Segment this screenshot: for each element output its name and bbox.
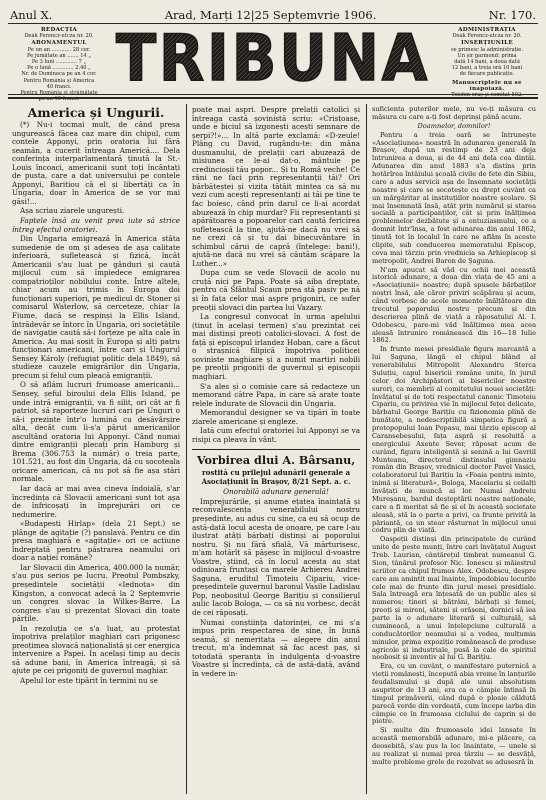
insertions-line: Un șir garmond: prima — [457, 52, 517, 59]
article-paragraph: poate mai aspri. Despre prelații catolici și întreaga castă șovinistă scriu: «Cristoase, unde e biciul să izgonești acești semnare de șerpi?!»... In altă parte exclamă: «D-zeule! Plâng cu David, rugându-te: din mâna dușmanului, de prelații cari abuzează de misiunea ce le-ai dat-o, mântuie pe credincioșii tău popor... Și tu Romă veche! Ce râni ne faci prin representanții tăi? Ori bărbăteștei și vizita tătăit mintea ca să nu vezi cum acești representanți ai tăi pe tine te fac boiesc, când prin darul ce li-ai acordat abuzează în chip murdar? Fii representanți și apărătoarea a popoarelor cari caută fericirea sufletească la tine, ajută-ne dacă nu vrei să ne crezi că și tu dai binecuvântare în schimbul cărui de capră (înțelege: bani!), ajută-ne dacă nu vrei să căutăm scăpare la Luther...» — [192, 105, 360, 268]
article-paragraph: Iată cum efectul oratoriei lui Apponyi se va risipi ca pleava în vânt. — [192, 426, 360, 444]
masthead-logo — [112, 24, 434, 86]
article-paragraph: Iar dacă ar mai avea cineva îndoială, s'ar încredința că Slovacii americani sunt tot așa de înfricoșați în împrejurări ori ce nedumerire. — [12, 483, 180, 519]
subscription-line: Pe jumătate an ....... 14 „ — [27, 52, 91, 59]
subscription-line: Pentru România și America — [23, 77, 95, 84]
speech-headline: Vorbirea dlui A. Bârsanu, — [196, 453, 356, 468]
redaction-heading: REDACȚIA — [40, 27, 78, 33]
subscription-heading: ABONAMENTUL — [31, 40, 87, 47]
manuscripts-note: Manuscriptele nu se — [452, 79, 522, 86]
article-paragraph: Din Ungaria emigrează în America stâta sumedenie de om și adesea de așa calitate inferioară, sufletească și fizică, încât Americanii s'au luat pe gânduri și caută mijlocul cum să împiedece emigrarea compatrioților nobilului conte. Între altele, chiar acum au trimis în Europa doi funcționari superiori, pe medicul dr. Stoner și comisarul Waterlow, să cerceteze, chiar la Fiume, dacă se respinși la Ellis Island, întrădevăr se întorc în Ungaria, ori societățile de navigație caută să-i forțeze pe alta cale în America. Au mai sosit în Europa și alți patru funcționari americani, între cari și Ungurul Sensey Károly (refugiat politic dela 1849), să studieze cauzele emigrărilor din Ungaria, precum și felul cum pleacă emigranții. — [12, 234, 180, 380]
article-paragraph: Apelul lor este tipărit în termini nu se — [20, 676, 158, 685]
article-paragraph: Și multe din frumoasele idei lansate în această memorabilă adunare, mi-e plăcere, ca deosebită, s'au pus la loc înaintate, — unele și au realizat și numai prea târziu — se desvăță, multe probleme grele de rezolvat se adusesră în — [372, 726, 536, 766]
insertions-line: se primesc la administrație. — [451, 46, 523, 53]
subscription-box — [10, 27, 108, 102]
subscription-line: Pe o lună ............. 2.40 „ — [27, 65, 91, 72]
insertions-line: de fiecare publicație. — [459, 71, 515, 78]
article-separator — [192, 449, 360, 450]
article-paragraph: suficienta puterilor mele, nu ve-ți măsura cu măsura cu care a-ți fost deprinși până acum. — [372, 105, 536, 121]
article-paragraph: Imprejurările, și anume ețatea înaintată și reconvalescența venerabilului nostru președinte, au adus cu sine, ca eu să ocup de astă-dată locul acesta de onoare, pe care l-au ilustrat atâți bărbați distinși ai poporului nostru. Și nu fără sfială, Vă mărturisesc, m'am hotărît să pășesc în mijlocul d-voastre Voastre, știind, că în locul acesta au stat odinioară fruntași ca marele Arhiereu Andrei Șaguna, eruditul Timoteiu Cipariu, vice-președintele guvernul baronul Vasile Ladislau Pop, neobositul George Barițiu și consilierul aulic Iacob Bologa, — ca să nu vorbesc, decât de cei răposați. — [192, 496, 360, 617]
article-paragraph: Numai conștiința datorinței, ce mi s'a impus prin respectarea de sine, în bună seamă, și nemeritata — alegere din anul trecut, m'a îndemnat să fac acest pas, și totodată speranța în indulgența d-voastre Voastre și încredința, că de astă-dată, având în vedere in- — [192, 617, 360, 678]
article-paragraph: Așa scriau ziarele ungurești. — [20, 206, 125, 216]
telephone-line: Telefon oraș și comitat 502. — [451, 92, 523, 99]
column-2 — [192, 106, 360, 679]
insertions-heading: INSERȚIUNILE — [461, 40, 513, 47]
place-date: Arad, Marți 12|25 Septemvrie 1906. — [164, 8, 377, 22]
insertions-line: dată 14 bani, a doua dată — [454, 59, 520, 66]
insertions-line: 12 bani, a treia oră 10 bani — [451, 65, 523, 72]
redaction-address: Deák Ferencz-utcza nr. 20. — [24, 33, 94, 40]
subscription-line: 40 franci. — [46, 83, 72, 90]
article-paragraph: Era, cu un cuvânt, o manifestare puternică a vieții românești, începută abia vreme în lanțurile feudalismului și după ale unui absolutism asupritor de 13 ani, era ca o câmpie întinsă în timpul primăverii, când după o ploaie căldută parecă verde din verdeață, cum începe iarba din câmpie ce în frumoasa ciclului de caprin și de pietre. — [372, 662, 536, 726]
speech-greeting: Onorabilă adunare generală! — [223, 487, 329, 497]
speech-greeting: Doamnelor, domnilor! — [417, 121, 491, 130]
issue-line — [10, 4, 536, 22]
column-divider — [366, 104, 367, 794]
administration-box — [438, 27, 536, 98]
article-paragraph: «Budapesti Hirlap» (dela 21 Sept.) se plânge de agitație (?) panslavă. Pentru ce din presa maghiară e «agitație» ori ce acțiune îndreptată pentru păstrarea neamului ori doar a nației române? — [12, 519, 180, 563]
article-paragraph: S'a ales și o comisie care să redacteze un memorand către Papa, in care să arate toate relele îndurate de Slovacii din Ungaria. — [192, 381, 360, 408]
administration-heading: ADMINISTRAȚIA — [458, 27, 516, 33]
column-3 — [372, 106, 536, 768]
article-paragraph: Pentru a treia oară se întrunește «Asociațiunea» noastră în adunarea generală în Brașov, după un restimp de 23 ani deja întrunirea a doua, și de 44 ani dela cea dintâi. Adunarea din anul 1883 s'a distins prin hotărîrea întâiului școală civile de fete din Sibiu, care a adus servicii așa de însemnate societății noastre și care se socotește cu drept cuvânt ca un mărgăritar al instituțiilor noastre școlare. Și mai însemnată însă, atât prin numărul și starea socială a participanților, cât și prin înălțimea problemelor dezbătute și a entuziasmului, ce a domnit într'însa, a fost adunarea din anul 1862, ținută tot în localul în care ne aflăm în aceste clipite, sub conducerea memoratului Episcop, ceva mai târziu prin vrednicia sa Arhiepiscop și metropolit, Andrei Baron de Șaguna. — [372, 130, 536, 265]
subscription-line: Pe un an ............ 28 cor. — [27, 46, 91, 53]
masthead-title-graphic — [112, 24, 434, 86]
article-paragraph: Oaspeții distinși din principatele de curând unite de peste munți, între cari învățatul August Treb. Laurian, cântărețul timbrat numeanul G. Sion, tânărul profesor Nic. Ionescu și măiestrul scriitor ca chipul frumos Alex. Odobescu, despre care am amintit mai înainte, împodobiau locurile cele mai de frunte din jurul mesei presidiale. Sala întreagă era înțesată de un public ales și numeros; tineri și bătrâni, bărbați și femei, preoți și mireni, săteni și orășeni, dornici să iea parte la o adunare literară și culturală, să cumineacă, a unui înțelepciune culturală a conducătorilor neamului și a vedea, mulțumia minulor, prima expoziție românească de produse agricole și industriale, pusă la cale de spiritul neobosit și inventiv al lui G. Barițiu. — [372, 535, 536, 662]
article-paragraph: In frunte mesei presidiale figura marcantă a lui Șaguna, lângă el chipul blând al venerabilului Mitropolit Alexandru Sterca Șuluțiu, capul bisericii române unite, în jurul celor doi Archipăstori ai bisericilor noastre surori, ca membrii al comitetului nouei societăți: învățatul și de toți respectatul canonic Timoteiu Cipariu, cu privirea vie în mijlocul feței delicate, bărbatul George Barițiu cu fizionomia plină de bunătate, a nedescriptibilă simpatica figură a protopopului Ioan Popasu, mai târziu episcop al Caransebeșului, fața aspră și resoluită a energicului Axente Sever, răposat acum de curând, figura inteligentă și senină a lui Gavriil Munteanu, directorul distinsului gimnaziu român din Brașov, vrednicul doctor Pavel Vasici, colaboratorul lui Barițiu la «Foaia pentru minte, inimă și literatură», Bologa, Macelariu și ceilalți învățați de muncă ai lor. Numai Andreiu Mureșanu, bardul deșteptării noastre naționale, care a fi meritat să fie și el în această societate aleasă, stă la o parte a privi, ca frunte privită la păriantă, ca un stear răsturnat în mijlocul unui codru plin de viață. — [372, 345, 536, 535]
article-paragraph: La congresul convocat în urma apelului (tinut în același termen) s'au prezintat cei mai distinși preoți catolici-slovaci. A fost de față și episcopul irlandez Hoban, care a făcut o strașnică filipică împotriva politicei șoviniste maghiare și a numit martiri nobili pe preoții prigoniți de guvernul și episcopii maghiari. — [192, 312, 360, 381]
article-paragraph: N'am apucat să văd cu ochii mei această istorică adunare, a doua din viața de 45 ani a «Asociațiunii» noastre; după spusele bărbaților noștri însă, ale căror priviri scăpărau și acum, când vorbesc de acele momente înălțătoare din trecutul poporului nostru precum și din descrierea plină de viață a răposatului Al. I. Odobescu, pare-mi văd înălțimea mea acea aleasă întrunire românească din 16—18 Iulie 1862. — [372, 265, 536, 345]
article-paragraph: Dupa cum se vede Slovacii de acolo nu cruță nici pe Papa. Poate să aiba dreptate, pentru că Sfântul Scaun prea stă pasiv pe nă și în fața celor mai aspre prigoniri, ce sufer preoții slovaci din partea lui Vazary. — [192, 268, 360, 312]
issue-number: Nr. 170. — [488, 8, 536, 22]
masthead-bottom-rule — [8, 94, 538, 95]
speech-subhead: rostită cu prilejul adunării generale a Asociațiunii în Brașov, 8/21 Sept. a. c. — [201, 468, 351, 486]
article-paragraph: Iar Slovacii din America, 400.000 la număr, s'au pus serios pe lucru. Preotul Pombszky, președintele societății «Iednota» din Kingston, a convocat adecă la 2 Septemvrie un congres slovac la Wilkes-Barre. La congres s'au și prezentat Slovaci din toate părțile. — [12, 562, 180, 624]
masthead-double-rule — [8, 97, 538, 99]
column-1 — [12, 106, 180, 687]
subscription-line: Pe 3 luni ............. 7 „ — [31, 59, 87, 66]
article-paragraph: Memorandul designer se va tipări în toate ziarele americane și engleze. — [192, 408, 360, 426]
column-divider — [186, 104, 187, 794]
article-paragraph: O să aflăm lucruri frumoase americanii... Sensey, șeful biroului dela Ellis Island, pe unde intră emigranții, va fi silit, ori cât ar fi patriot, să raporteze lucruri cari pe Unguri o să-i prezinte într'o lumină cu desăvârșire alta, decât cum li-s'a părut americanilor ascultând oratoria lui Apponyi. Când numai dintre emigranții plecați prin Hamburg și Brema (306.753 la număr) o treia parte, 101.521, au fost din Ungaria, dă cu socoteala oricare american, că nu pot să fie așa stări normale. — [12, 380, 180, 484]
article-paragraph: In rezoluția ce s'a luat, au protestat împotriva prelaților maghiari cari prigonesc preoțimea slovacă naționalistă și cer energica intervenire a Papei. In același timp au decis să adune bani, în America întreagă, și să ajute pe cei prigoniți de guvernul maghiar. — [12, 623, 180, 676]
subscription-line: Nr. de Dumineca pe an 4 cor. — [21, 71, 97, 78]
subscription-line: Pentru România și străinătate — [20, 90, 98, 97]
article-paragraph: Faptele însă au venit prea iute să strice întreg efectul oratoriei. — [12, 216, 180, 234]
administration-address: Deák Ferencz-utcza nr. 20. — [452, 33, 522, 40]
subscription-line: pe an 10 franci. — [38, 96, 80, 103]
article-headline: America și Ungurii. — [27, 105, 165, 120]
article-paragraph: (*) Nu-i tocmai mult, de când presa ungurească făcea caz mare din chipul, cum contele Apponyi, prin oratoria lui fără seamăn, a cucerit întreaga Americă.... Dela conferința interparlamentară ținută la St.-Louis încoaci, americanii sunt toți încântați de pusta, care a dat universului pe contele Apponyi, Baritiou că el și libertăți ca în Ungaria, doar în America de se vor mai găsi!... — [12, 120, 180, 206]
volume-number: Anul X. — [10, 8, 53, 22]
masthead-title: TRIBUNA — [116, 24, 430, 86]
manuscripts-note-2: înapoiază. — [469, 85, 505, 92]
